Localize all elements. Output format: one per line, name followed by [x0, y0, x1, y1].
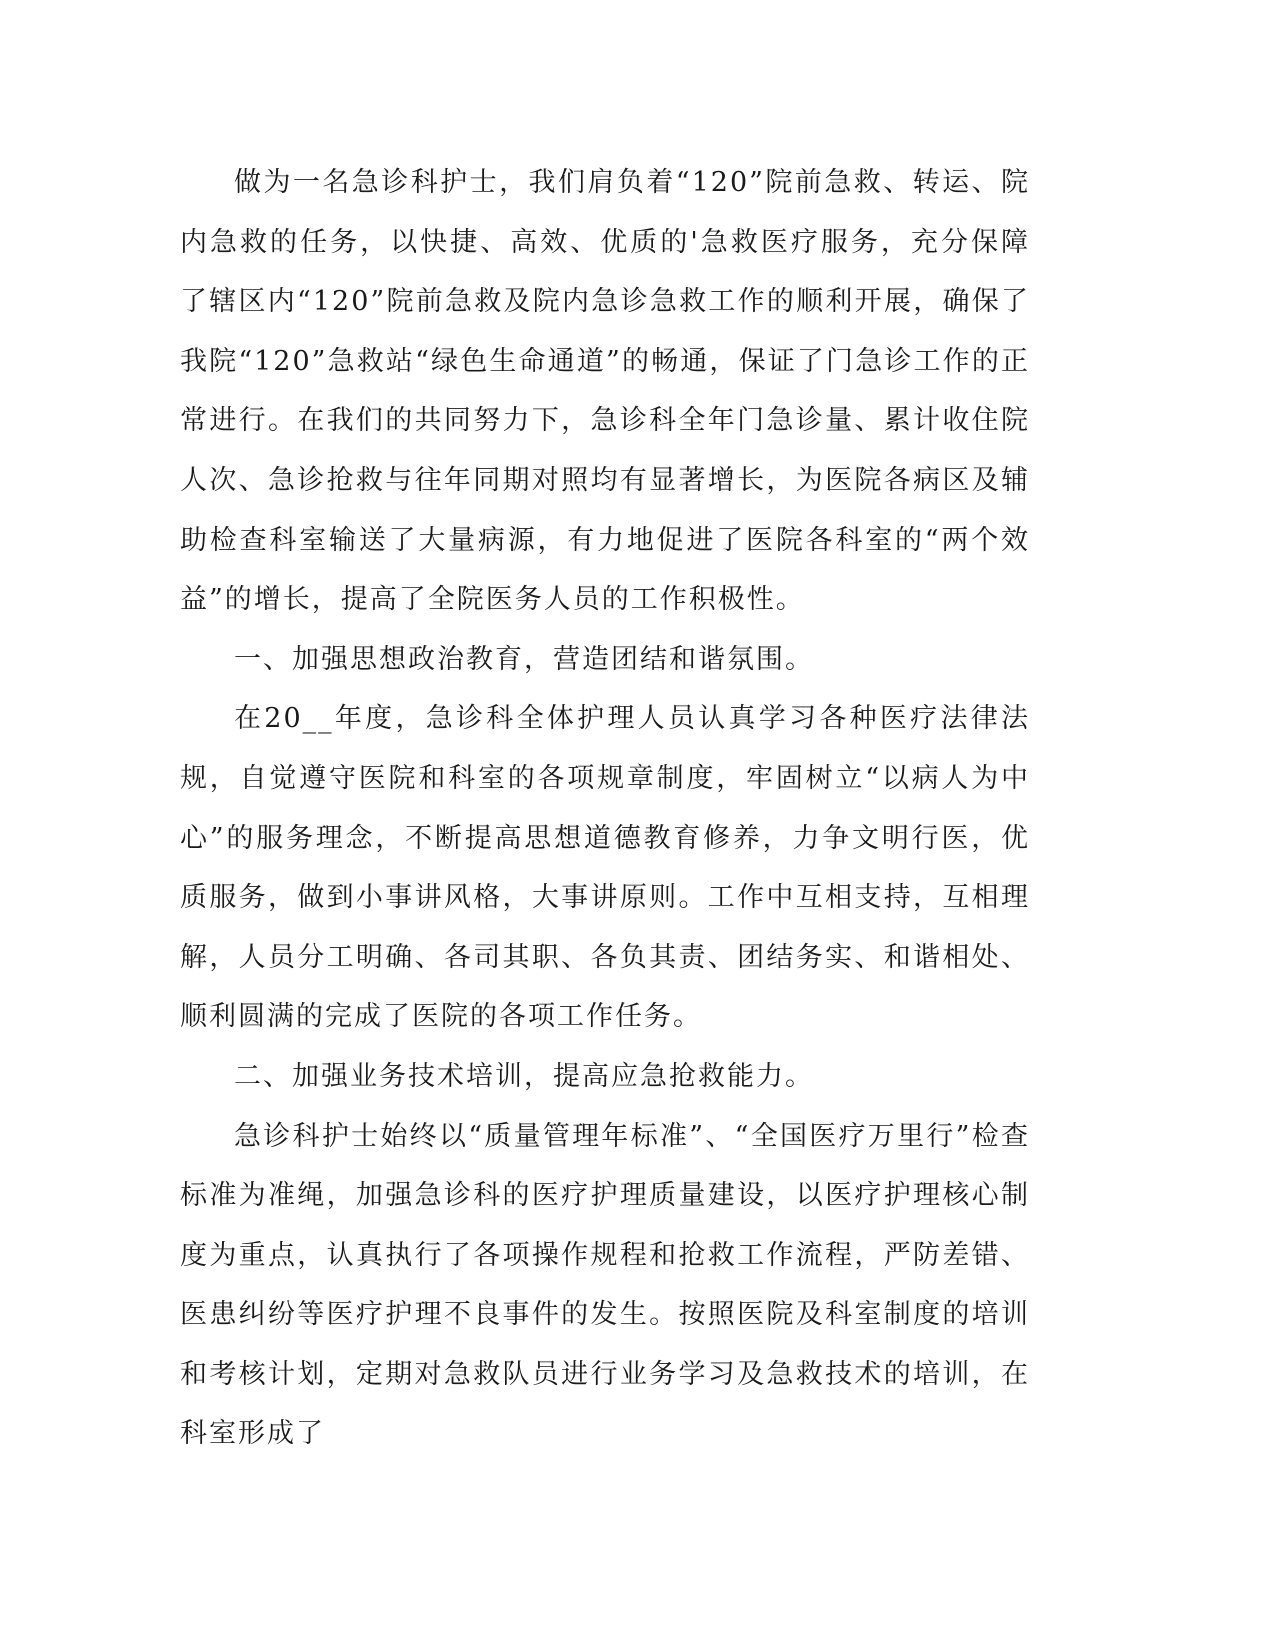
paragraph-intro: 做为一名急诊科护士，我们肩负着“120”院前急救、转运、院内急救的任务，以快捷、高效、优质的'急救医疗服务，充分保障了辖区内“120”院前急救及院内急诊急救工作的顺利开展，确保了我院“120”急救站“绿色生命通道”的畅通，保证了门急诊工作的正常进行。在我们的共同努力下，急诊科全年门急诊量、累计收住院人次、急诊抢救与往年同期对照均有显著增长，为医院各病区及辅助检查科室输送了大量病源，有力地促进了医院各科室的“两个效益”的增长，提高了全院医务人员的工作积极性。 [180, 167, 1030, 616]
paragraph-section-2: 急诊科护士始终以“质量管理年标准”、“全国医疗万里行”检查标准为准绳，加强急诊科的医疗护理质量建设，以医疗护理核心制度为重点，认真执行了各项操作规程和抢救工作流程，严防差错、医患纠纷等医疗护理不良事件的发生。按照医院及科室制度的培训和考核计划，定期对急救队员进行业务学习及急救技术的培训，在科室形成了 [180, 1120, 1030, 1450]
section-heading-1: 一、加强思想政治教育，营造团结和谐氛围。 [234, 643, 814, 675]
paragraph-section-1: 在20__年度，急诊科全体护理人员认真学习各种医疗法律法规，自觉遵守医院和科室的各项规章制度，牢固树立“以病人为中心”的服务理念，不断提高思想道德教育修养，力争文明行医，优质服务，做到小事讲风格，大事讲原则。工作中互相支持，互相理解，人员分工明确、各司其职、各负其责、团结务实、和谐相处、顺利圆满的完成了医院的各项工作任务。 [180, 703, 1030, 1033]
document-body [180, 153, 1030, 1464]
section-heading-2: 二、加强业务技术培训，提高应急抢救能力。 [234, 1060, 814, 1092]
